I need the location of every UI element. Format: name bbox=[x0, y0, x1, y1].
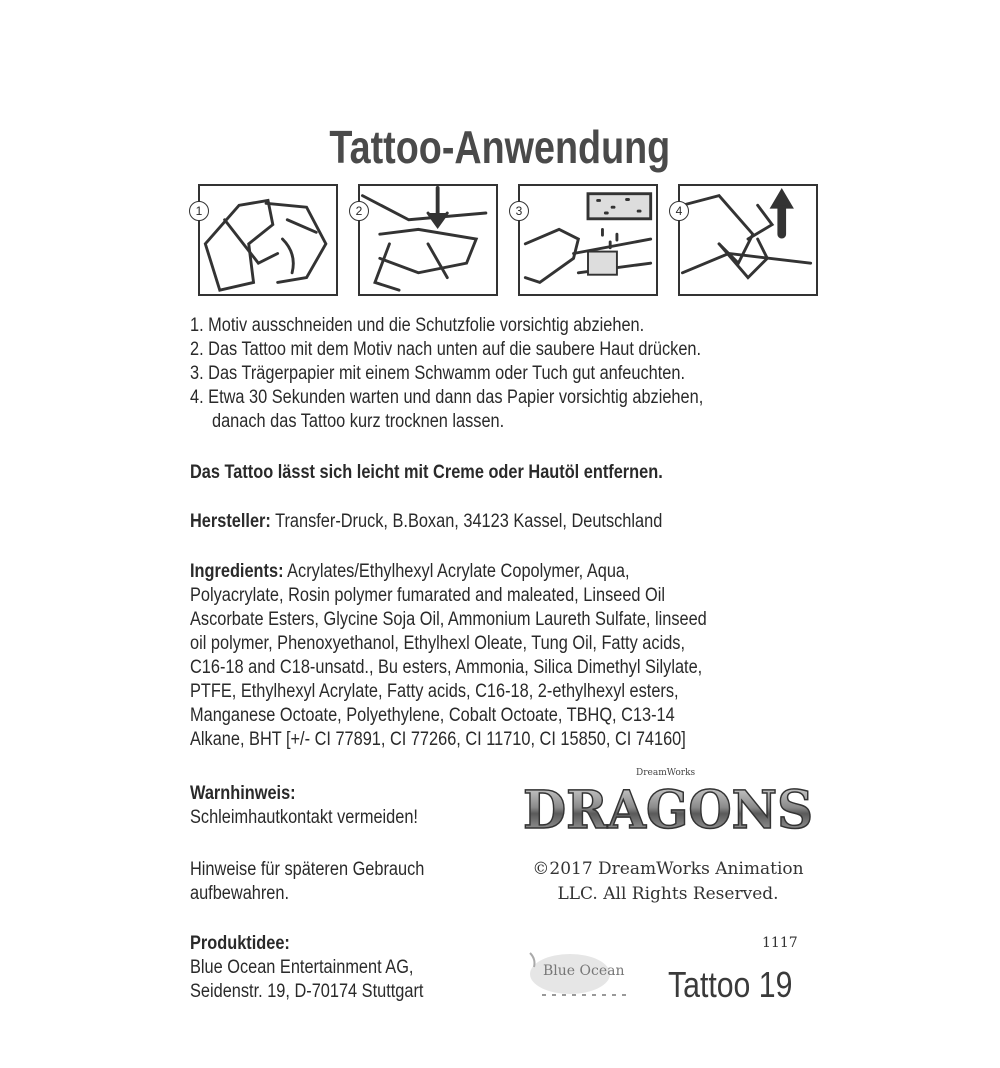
step-1-number: 1 bbox=[189, 201, 209, 221]
removal-note: Das Tattoo lässt sich leicht mit Creme oder Hautöl entfernen. bbox=[190, 462, 663, 483]
ingredients-list bbox=[190, 560, 791, 752]
svg-text:DRAGONS: DRAGONS bbox=[523, 780, 813, 840]
instruction-step-4-continued: danach das Tattoo kurz trocknen lassen. bbox=[212, 411, 505, 432]
product-idea-label: Produktidee: bbox=[190, 933, 290, 954]
instruction-step-2: 2. Das Tattoo mit dem Motiv nach unten auf die saubere Haut drücken. bbox=[190, 339, 702, 360]
press-down-icon bbox=[360, 186, 496, 294]
dragons-logo bbox=[520, 778, 816, 840]
catalog-number: 1117 bbox=[762, 935, 798, 951]
step-2-illustration bbox=[358, 184, 498, 296]
manufacturer-info bbox=[190, 510, 739, 534]
instruction-step-1: 1. Motiv ausschneiden und die Schutzfolie vorsichtig abziehen. bbox=[190, 315, 645, 336]
ingredients-line: C16-18 and C18-unsatd., Bu esters, Ammonia, Silica Dimethyl Silylate, bbox=[190, 657, 703, 678]
step-4-illustration bbox=[678, 184, 818, 296]
ingredients-line: Polyacrylate, Rosin polymer fumarated and maleated, Linseed Oil bbox=[190, 585, 666, 606]
blue-ocean-logo-text: Blue Ocean bbox=[543, 963, 625, 979]
cut-peel-icon bbox=[200, 186, 336, 294]
warning-label: Warnhinweis: bbox=[190, 783, 296, 804]
manufacturer-label: Hersteller: bbox=[190, 511, 271, 532]
tattoo-number: Tattoo 19 bbox=[668, 964, 793, 1005]
ingredients-label: Ingredients: bbox=[190, 561, 284, 582]
ingredients-line: Ascorbate Esters, Glycine Soja Oil, Ammonium Laureth Sulfate, linseed bbox=[190, 609, 707, 630]
step-2-number: 2 bbox=[349, 201, 369, 221]
instructions-list bbox=[190, 314, 787, 434]
ingredients-line: Alkane, BHT [+/- CI 77891, CI 77266, CI 11710, CI 15850, CI 74160] bbox=[190, 729, 686, 750]
dreamworks-logo: DreamWorks bbox=[636, 768, 696, 778]
page-title: Tattoo-Anwendung bbox=[329, 121, 671, 173]
step-3-illustration bbox=[518, 184, 658, 296]
storage-note: Hinweise für späteren Gebrauch aufbewahren. bbox=[190, 859, 425, 904]
wet-sponge-icon bbox=[520, 186, 656, 294]
product-idea bbox=[190, 932, 461, 1004]
copyright-notice: ©2017 DreamWorks Animation LLC. All Rights Reserved. bbox=[532, 859, 804, 904]
warning-text: Schleimhautkontakt vermeiden! bbox=[190, 807, 418, 828]
step-4-number: 4 bbox=[669, 201, 689, 221]
instruction-step-4: 4. Etwa 30 Sekunden warten und dann das Papier vorsichtig abziehen, bbox=[190, 387, 704, 408]
peel-paper-icon bbox=[680, 186, 816, 294]
step-1-illustration bbox=[198, 184, 338, 296]
ingredients-line: oil polymer, Phenoxyethanol, Ethylhexl Oleate, Tung Oil, Fatty acids, bbox=[190, 633, 685, 654]
ingredients-line: Acrylates/Ethylhexyl Acrylate Copolymer, Aqua, bbox=[287, 561, 630, 582]
product-idea-line: Blue Ocean Entertainment AG, bbox=[190, 957, 414, 978]
instruction-step-3: 3. Das Trägerpapier mit einem Schwamm oder Tuch gut anfeuchten. bbox=[190, 363, 685, 384]
warning-note bbox=[190, 782, 455, 830]
ingredients-line: Manganese Octoate, Polyethylene, Cobalt Octoate, TBHQ, C13-14 bbox=[190, 705, 675, 726]
ingredients-line: PTFE, Ethylhexyl Acrylate, Fatty acids, C16-18, 2-ethylhexyl esters, bbox=[190, 681, 679, 702]
product-idea-line: Seidenstr. 19, D-70174 Stuttgart bbox=[190, 981, 424, 1002]
step-3-number: 3 bbox=[509, 201, 529, 221]
manufacturer-value: Transfer-Druck, B.Boxan, 34123 Kassel, Deutschland bbox=[275, 511, 663, 532]
